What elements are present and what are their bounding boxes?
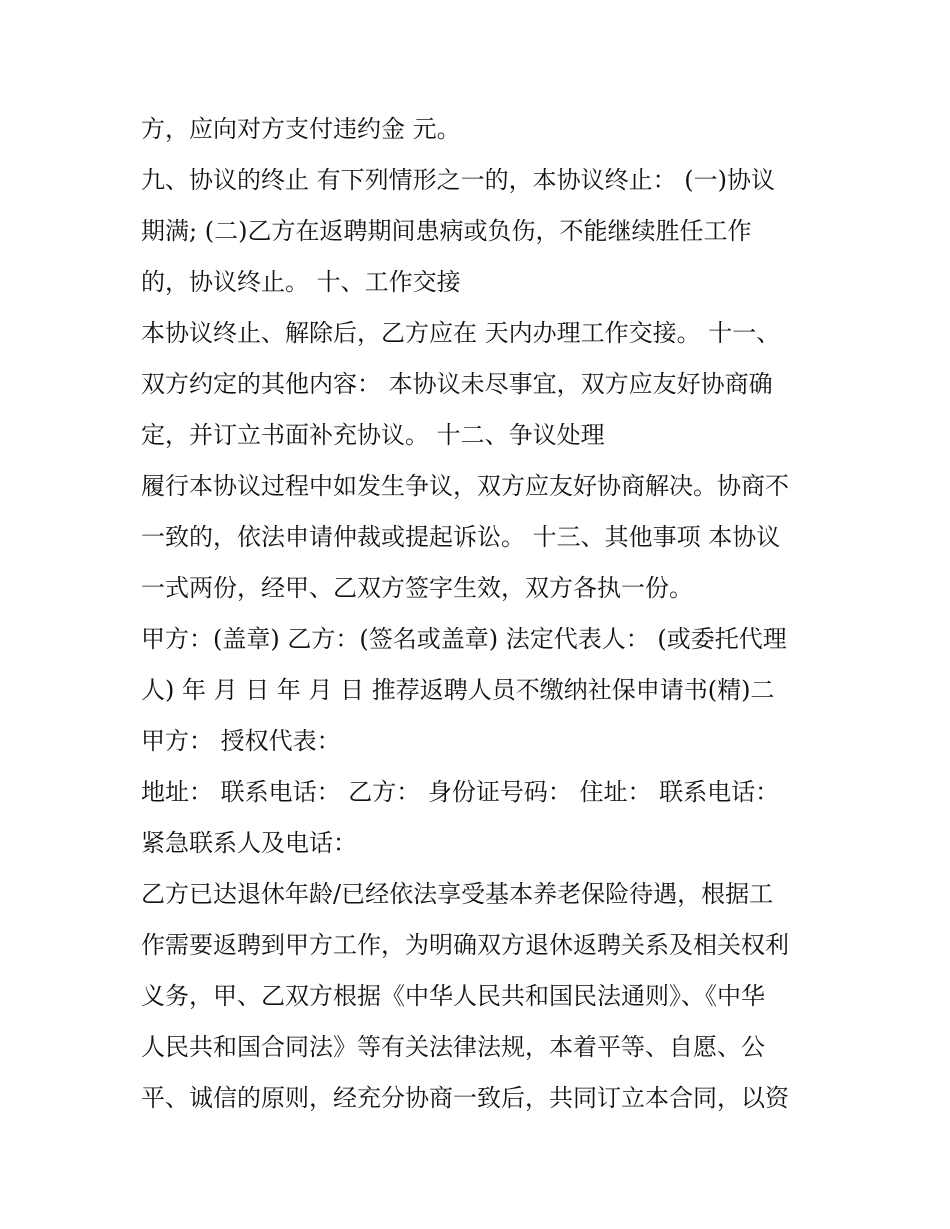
text-line: 人民共和国合同法》等有关法律法规，本着平等、自愿、公 bbox=[141, 1033, 765, 1061]
text-line: 义务，甲、乙双方根据《中华人民共和国民法通则》、《中华 bbox=[141, 982, 765, 1010]
text-line: 一致的，依法申请仲裁或提起诉讼。 十三、其他事项 本协议 bbox=[141, 523, 781, 551]
text-line: 一式两份，经甲、乙双方签字生效，双方各执一份。 bbox=[141, 574, 693, 602]
text-line: 履行本协议过程中如发生争议，双方应友好协商解决。协商不 bbox=[141, 472, 789, 500]
text-line: 平、诚信的原则，经充分协商一致后，共同订立本合同，以资 bbox=[141, 1084, 789, 1112]
text-line: 的，协议终止。 十、工作交接 bbox=[141, 268, 461, 296]
text-line: 乙方已达退休年龄/已经依法享受基本养老保险待遇，根据工 bbox=[141, 880, 774, 908]
text-line: 作需要返聘到甲方工作，为明确双方退休返聘关系及相关权利 bbox=[141, 931, 789, 959]
text-line: 紧急联系人及电话： bbox=[141, 829, 357, 857]
text-line: 甲方： 授权代表： bbox=[141, 727, 341, 755]
text-line: 地址： 联系电话： 乙方： 身份证号码： 住址： 联系电话： bbox=[141, 778, 780, 806]
text-line: 本协议终止、解除后，乙方应在 天内办理工作交接。 十一、 bbox=[141, 319, 781, 347]
text-line: 定，并订立书面补充协议。 十二、争议处理 bbox=[141, 421, 605, 449]
document-body bbox=[141, 104, 841, 1124]
text-line: 期满; (二)乙方在返聘期间患病或负伤，不能继续胜任工作 bbox=[141, 217, 752, 245]
text-line: 人) 年 月 日 年 月 日 推荐返聘人员不缴纳社保申请书(精)二 bbox=[141, 676, 775, 704]
text-line: 九、协议的终止 有下列情形之一的，本协议终止： (一)协议 bbox=[141, 166, 775, 194]
text-line: 方，应向对方支付违约金 元。 bbox=[141, 115, 461, 143]
text-line: 双方约定的其他内容： 本协议未尽事宜，双方应友好协商确 bbox=[141, 370, 773, 398]
text-line: 甲方：(盖章) 乙方：(签名或盖章) 法定代表人： (或委托代理 bbox=[141, 625, 787, 653]
